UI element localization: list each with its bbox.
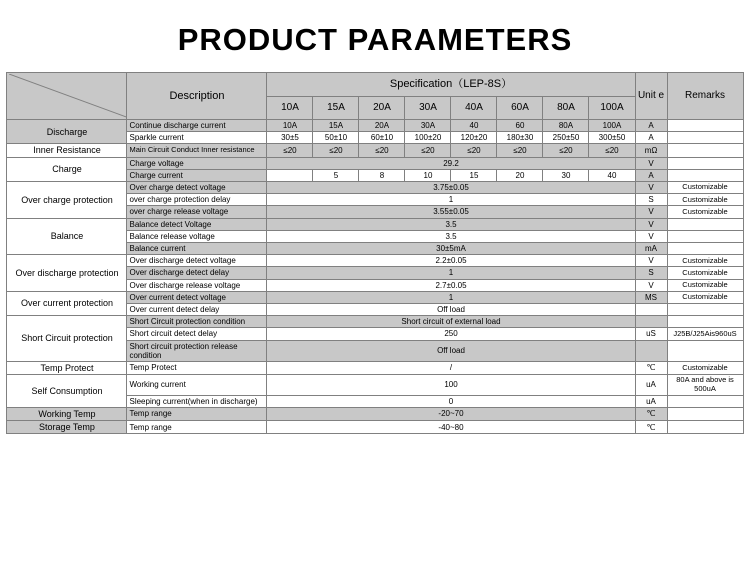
value-cell: ≤20	[497, 144, 543, 157]
value-span-cell: 100	[267, 375, 635, 395]
category-inner-resistance: Inner Resistance	[7, 144, 127, 157]
table-row	[7, 361, 743, 374]
desc-over-charge-protection-delay: over charge protection delay	[127, 194, 267, 206]
header-unit: Unit e	[635, 73, 667, 120]
value-cell: 30A	[405, 120, 451, 132]
unit-cell: V	[635, 206, 667, 218]
remark-cell	[667, 169, 743, 181]
table-body	[7, 120, 743, 434]
unit-cell: V	[635, 230, 667, 242]
value-cell: ≤20	[589, 144, 635, 157]
remark-cell	[667, 340, 743, 361]
desc-over-charge-detect-voltage: Over charge detect voltage	[127, 182, 267, 194]
desc-short-circuit-protection-condition: Short Circuit protection condition	[127, 316, 267, 328]
unit-cell: V	[635, 218, 667, 230]
header-specification: Specification（LEP-8S）	[267, 73, 635, 97]
desc-short-circuit-detect-delay: Short circuit detect delay	[127, 328, 267, 340]
desc-temp-protect: Temp Protect	[127, 361, 267, 374]
header-current-20a: 20A	[359, 97, 405, 120]
unit-cell	[635, 303, 667, 315]
value-cell: ≤20	[543, 144, 589, 157]
value-span-cell: 30±5mA	[267, 243, 635, 255]
category-temp-protect: Temp Protect	[7, 361, 127, 374]
desc-charge-current: Charge current	[127, 169, 267, 181]
value-span-cell: /	[267, 361, 635, 374]
remark-cell	[667, 395, 743, 407]
header-current-15a: 15A	[313, 97, 359, 120]
remark-cell	[667, 230, 743, 242]
unit-cell	[635, 340, 667, 361]
remark-cell	[667, 243, 743, 255]
value-span-cell: 0	[267, 395, 635, 407]
category-storage-temp: Storage Temp	[7, 421, 127, 434]
value-span-cell: -40~80	[267, 421, 635, 434]
table-row	[7, 218, 743, 230]
desc-over-discharge-release-voltage: Over discharge release voltage	[127, 279, 267, 291]
remark-cell	[667, 218, 743, 230]
value-span-cell: 29.2	[267, 157, 635, 169]
category-short-circuit-protection: Short Circuit protection	[7, 316, 127, 362]
desc-balance-detect-voltage: Balance detect Voltage	[127, 218, 267, 230]
unit-cell: S	[635, 194, 667, 206]
category-balance: Balance	[7, 218, 127, 255]
value-span-cell: Off load	[267, 303, 635, 315]
value-cell: 5	[313, 169, 359, 181]
remark-cell: Customizable	[667, 291, 743, 303]
unit-cell: V	[635, 255, 667, 267]
remark-cell: 80A and above is 500uA	[667, 375, 743, 395]
value-cell: 100±20	[405, 132, 451, 144]
value-cell: 120±20	[451, 132, 497, 144]
value-cell: 15A	[313, 120, 359, 132]
parameters-table	[6, 72, 743, 434]
value-cell: 180±30	[497, 132, 543, 144]
value-cell: 10A	[267, 120, 313, 132]
value-cell: 10	[405, 169, 451, 181]
value-cell: ≤20	[313, 144, 359, 157]
value-cell: 40	[589, 169, 635, 181]
diagonal-line-icon	[9, 74, 127, 118]
remark-cell: J25B/J25Ais960uS	[667, 328, 743, 340]
value-cell: 80A	[543, 120, 589, 132]
value-cell: 300±50	[589, 132, 635, 144]
value-span-cell: 2.2±0.05	[267, 255, 635, 267]
remark-cell: Customizable	[667, 255, 743, 267]
unit-cell: ℃	[635, 361, 667, 374]
value-cell: ≤20	[267, 144, 313, 157]
remark-cell	[667, 157, 743, 169]
desc-balance-current: Balance current	[127, 243, 267, 255]
value-cell: ≤20	[451, 144, 497, 157]
unit-cell: ℃	[635, 407, 667, 420]
desc-charge-voltage: Charge voltage	[127, 157, 267, 169]
desc-over-discharge-detect-voltage: Over discharge detect voltage	[127, 255, 267, 267]
unit-cell: uS	[635, 328, 667, 340]
value-span-cell: 3.5	[267, 230, 635, 242]
desc-over-discharge-detect-delay: Over discharge detect delay	[127, 267, 267, 279]
remark-cell	[667, 144, 743, 157]
unit-cell: mΩ	[635, 144, 667, 157]
value-cell: 15	[451, 169, 497, 181]
table-row	[7, 157, 743, 169]
value-cell: 40	[451, 120, 497, 132]
desc-balance-release-voltage: Balance release voltage	[127, 230, 267, 242]
value-span-cell: Off load	[267, 340, 635, 361]
unit-cell: V	[635, 157, 667, 169]
value-span-cell: 3.55±0.05	[267, 206, 635, 218]
value-span-cell: 3.75±0.05	[267, 182, 635, 194]
table-row	[7, 120, 743, 132]
desc-storage-temp-range: Temp range	[127, 421, 267, 434]
remark-cell: Customizable	[667, 267, 743, 279]
desc-over-charge-release-voltage: over charge release voltage	[127, 206, 267, 218]
table-row	[7, 255, 743, 267]
value-span-cell: 1	[267, 194, 635, 206]
unit-cell: MS	[635, 291, 667, 303]
value-cell: 30±5	[267, 132, 313, 144]
table-row	[7, 375, 743, 395]
header-current-100a: 100A	[589, 97, 635, 120]
header-current-40a: 40A	[451, 97, 497, 120]
category-working-temp: Working Temp	[7, 407, 127, 420]
unit-cell: V	[635, 182, 667, 194]
value-span-cell: 1	[267, 267, 635, 279]
desc-working-current: Working current	[127, 375, 267, 395]
category-over-charge-protection: Over charge protection	[7, 182, 127, 219]
desc-working-temp-range: Temp range	[127, 407, 267, 420]
category-over-discharge-protection: Over discharge protection	[7, 255, 127, 292]
table-row	[7, 316, 743, 328]
unit-cell: uA	[635, 375, 667, 395]
desc-sparkle-current: Sparkle current	[127, 132, 267, 144]
header-current-10a: 10A	[267, 97, 313, 120]
remark-cell	[667, 407, 743, 420]
value-cell: 60±10	[359, 132, 405, 144]
remark-cell	[667, 316, 743, 328]
remark-cell	[667, 421, 743, 434]
value-cell: 8	[359, 169, 405, 181]
value-cell: 100A	[589, 120, 635, 132]
header-current-60a: 60A	[497, 97, 543, 120]
unit-cell: uA	[635, 395, 667, 407]
value-cell: 50±10	[313, 132, 359, 144]
category-charge: Charge	[7, 157, 127, 181]
category-discharge: Discharge	[7, 120, 127, 144]
category-self-consumption: Self Consumption	[7, 375, 127, 407]
unit-cell	[635, 316, 667, 328]
desc-sleeping-current: Sleeping current(when in discharge)	[127, 395, 267, 407]
value-cell: 20	[497, 169, 543, 181]
remark-cell: Customizable	[667, 182, 743, 194]
remark-cell	[667, 132, 743, 144]
value-span-cell: 250	[267, 328, 635, 340]
value-cell: ≤20	[405, 144, 451, 157]
value-span-cell: -20~70	[267, 407, 635, 420]
remark-cell	[667, 120, 743, 132]
header-remarks: Remarks	[667, 73, 743, 120]
remark-cell: Customizable	[667, 279, 743, 291]
header-current-30a: 30A	[405, 97, 451, 120]
value-cell	[267, 169, 313, 181]
remark-cell: Customizable	[667, 206, 743, 218]
value-span-cell: 2.7±0.05	[267, 279, 635, 291]
unit-cell: V	[635, 279, 667, 291]
unit-cell: S	[635, 267, 667, 279]
value-cell: 30	[543, 169, 589, 181]
category-over-current-protection: Over current protection	[7, 291, 127, 315]
table-row	[7, 291, 743, 303]
table-row	[7, 421, 743, 434]
remark-cell: Customizable	[667, 361, 743, 374]
desc-over-current-detect-delay: Over current detect delay	[127, 303, 267, 315]
diagonal-corner-cell	[7, 73, 127, 120]
value-span-cell: 3.5	[267, 218, 635, 230]
unit-cell: ℃	[635, 421, 667, 434]
desc-continue-discharge-current: Continue discharge current	[127, 120, 267, 132]
unit-cell: A	[635, 120, 667, 132]
table-row	[7, 182, 743, 194]
desc-over-current-detect-voltage: Over current detect voltage	[127, 291, 267, 303]
desc-main-circuit-inner-resistance: Main Circuit Conduct Inner resistance	[127, 144, 267, 157]
value-cell: ≤20	[359, 144, 405, 157]
unit-cell: A	[635, 169, 667, 181]
table-row	[7, 407, 743, 420]
value-cell: 20A	[359, 120, 405, 132]
value-span-cell: Short circuit of external load	[267, 316, 635, 328]
header-description: Description	[127, 73, 267, 120]
desc-short-circuit-release-condition: Short circuit protection release condition	[127, 340, 267, 361]
value-span-cell: 1	[267, 291, 635, 303]
table-header	[7, 73, 743, 120]
page-title: PRODUCT PARAMETERS	[177, 22, 573, 57]
header-current-80a: 80A	[543, 97, 589, 120]
remark-cell: Customizable	[667, 194, 743, 206]
value-cell: 250±50	[543, 132, 589, 144]
value-cell: 60	[497, 120, 543, 132]
unit-cell: mA	[635, 243, 667, 255]
table-row	[7, 144, 743, 157]
remark-cell	[667, 303, 743, 315]
unit-cell: A	[635, 132, 667, 144]
